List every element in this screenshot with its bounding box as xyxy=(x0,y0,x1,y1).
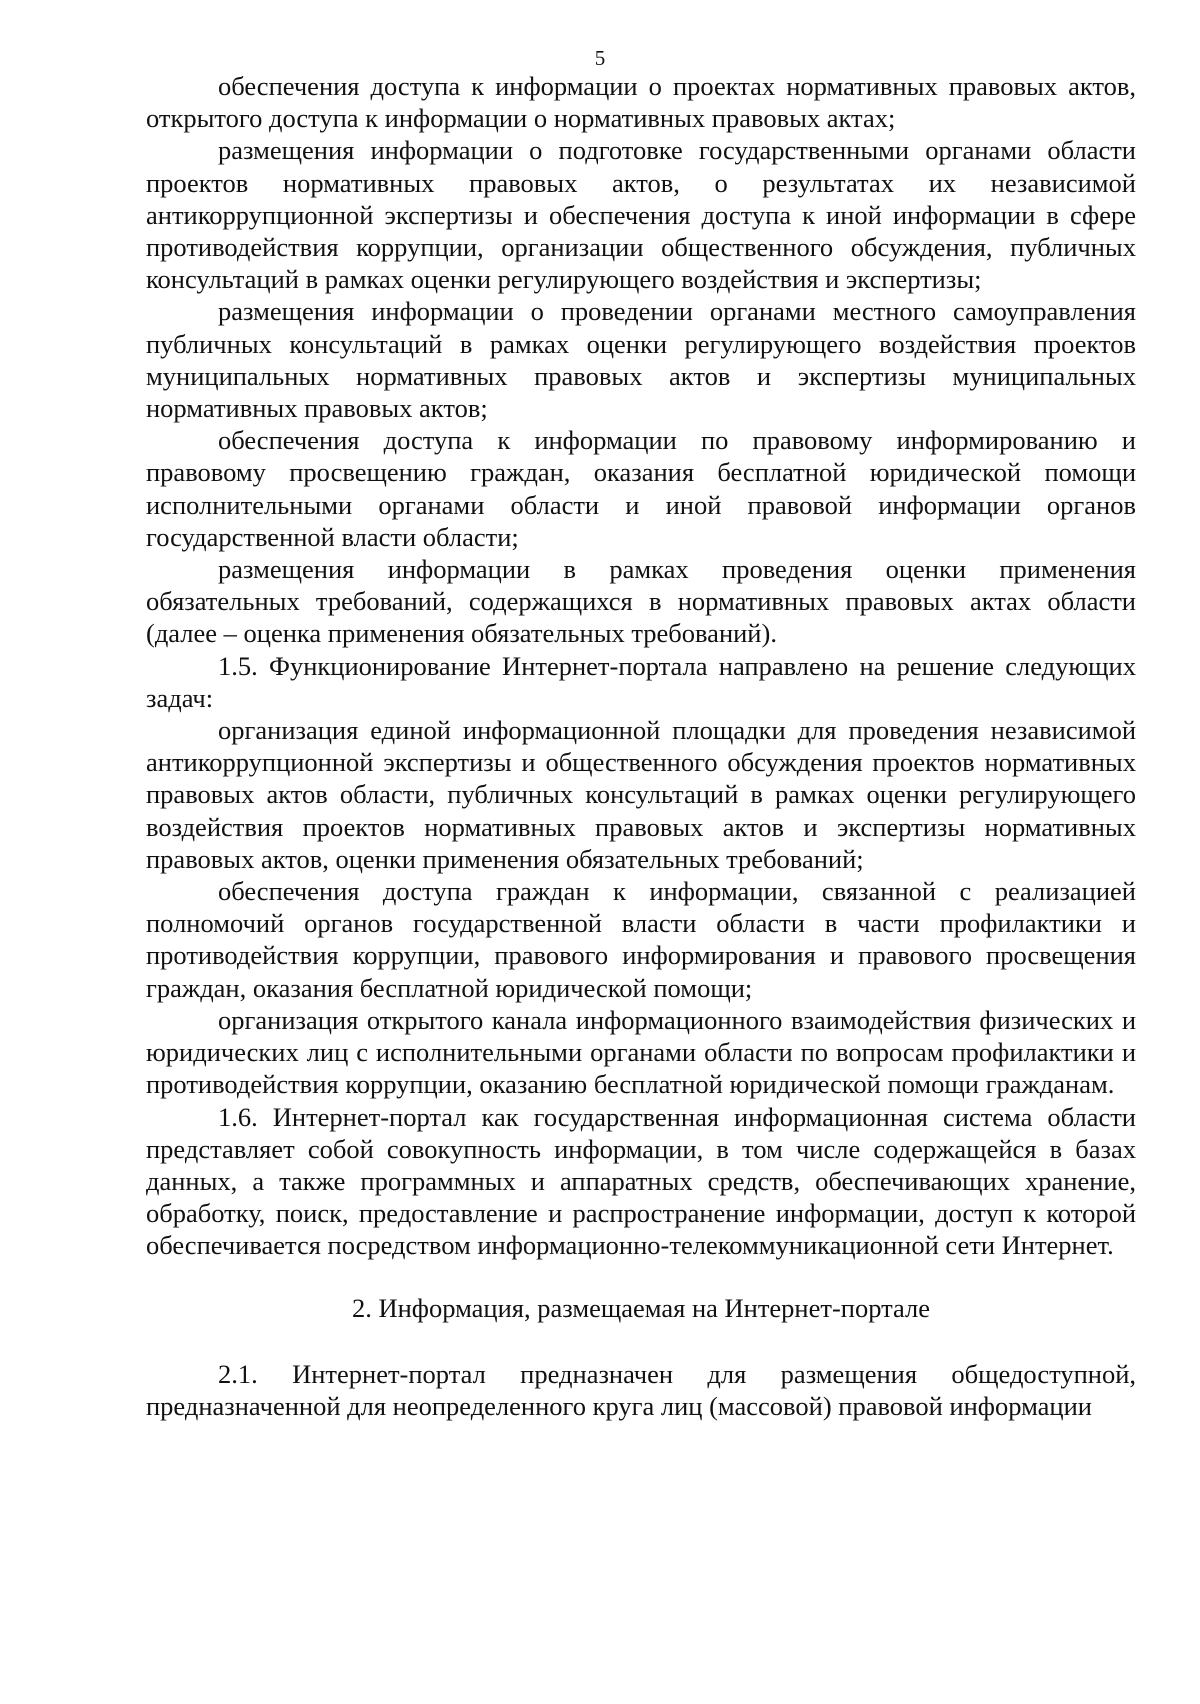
paragraph-1-6: 1.6. Интернет-портал как государственная информационная система области представляет собой совокупность информации, в том числе содержащейся в базах данных, а также программных и аппаратных средств, обеспечивающих хранение, обработку, поиск, предоставление и распространение информации, доступ к которой обеспечивается посредством информационно-телекоммуникационной сети Интернет. xyxy=(146,1101,1136,1261)
paragraph-unified-platform: организация единой информационной площадки для проведения независимой антикоррупционной экспертизы и общественного обсуждения проектов нормативных правовых актов области, публичных консультаций в рамках оценки регулирующего воздействия проектов нормативных правовых актов и экспертизы нормативных правовых актов, оценки применения обязательных требований; xyxy=(146,715,1136,874)
page-number: 5 xyxy=(594,46,606,70)
paragraph-open-channel: организация открытого канала информационного взаимодействия физических и юридических лиц с исполнительными органами области по вопросам профилактики и противодействия коррупции, оказанию бесплатной юридической помощи гражданам. xyxy=(146,1004,1136,1100)
paragraph-legal-information: обеспечения доступа к информации по правовому информированию и правовому просвещению граждан, оказания бесплатной юридической помощи исполнительными органами области и иной правовой информации органов государственной власти области; xyxy=(146,425,1136,552)
paragraph-draft-acts-info: размещения информации о подготовке государственными органами области проектов нормативных правовых актов, о результатах их независимой антикоррупционной экспертизы и обеспечения доступа к иной информации в сфере противодействия коррупции, организации общественного обсуждения, публичных консультаций в рамках оценки регулирующего воздействия и экспертизы; xyxy=(146,135,1136,295)
paragraph-access-draft-acts: обеспечения доступа к информации о проектах нормативных правовых актов, открытого доступа к информации о нормативных правовых актах; xyxy=(146,71,1136,134)
document-body xyxy=(146,70,1136,1422)
paragraph-local-consultations: размещения информации о проведении органами местного самоуправления публичных консультаций в рамках оценки регулирующего воздействия проектов муниципальных нормативных правовых актов и экспертизы муниципальных нормативных правовых актов; xyxy=(146,296,1136,424)
paragraph-1-5: 1.5. Функционирование Интернет-портала направлено на решение следующих задач: xyxy=(146,650,1136,713)
section-heading: 2. Информация, размещаемая на Интернет-портале xyxy=(351,1292,931,1323)
paragraph-mandatory-requirements: размещения информации в рамках проведения оценки применения обязательных требований, содержащихся в нормативных правовых актах области (далее – оценка применения обязательных требований). xyxy=(146,554,1136,649)
paragraph-citizens-access: обеспечения доступа граждан к информации, связанной с реализацией полномочий органов государственной власти области в части профилактики и противодействия коррупции, правового информирования и правового просвещения граждан, оказания бесплатной юридической помощи; xyxy=(146,876,1136,1003)
paragraph-2-1: 2.1. Интернет-портал предназначен для размещения общедоступной, предназначенной для неопределенного круга лиц (массовой) правовой информации xyxy=(146,1358,1136,1421)
